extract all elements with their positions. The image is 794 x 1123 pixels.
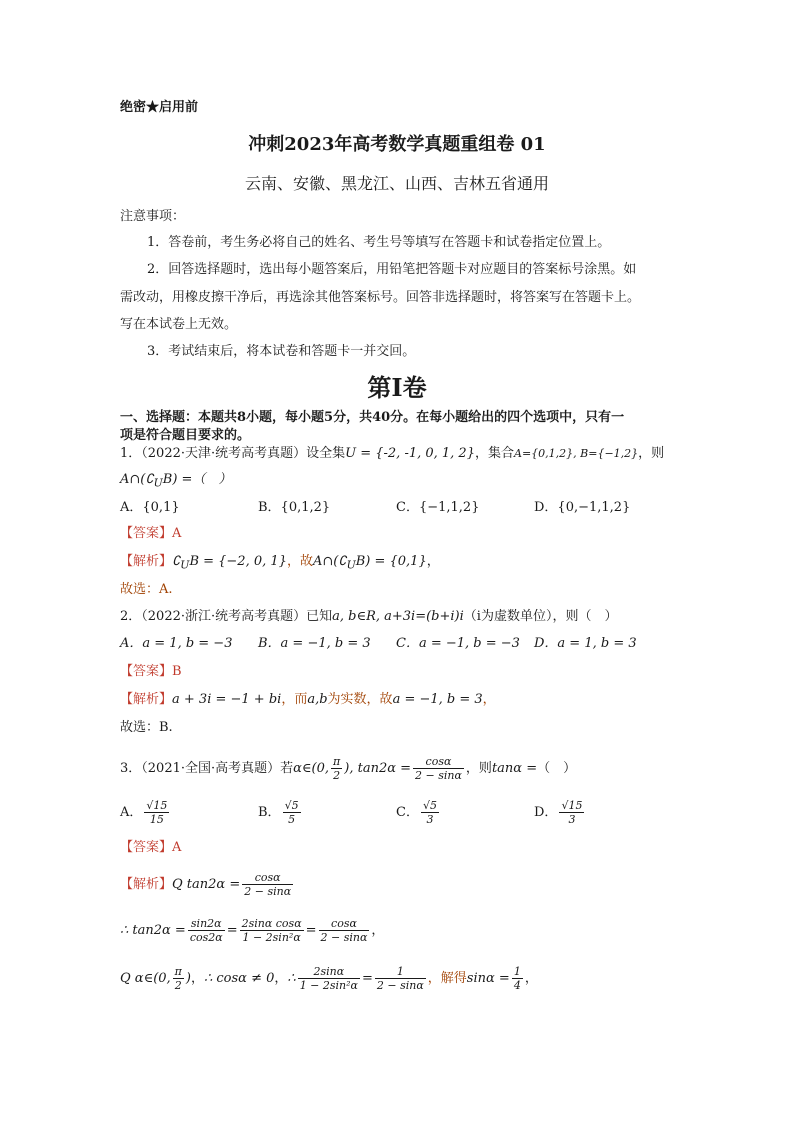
secret-label: 绝密★启用前 — [120, 100, 199, 115]
q2-answer: 【答案】B — [120, 664, 182, 679]
q2-stem: 2．（2022·浙江·统考高考真题）已知a, b∈R, a+3i=(b+i)i（i为虚数单位），则（ ） — [120, 609, 618, 624]
note-3: 3．考试结束后，将本试卷和答题卡一并交回。 — [147, 344, 416, 359]
q2-conclusion: 故选：B. — [120, 720, 173, 735]
part1-instruction-b: 项是符合题目要求的。 — [120, 428, 251, 443]
note-2a: 2．回答选择题时，选出每小题答案后，用铅笔把答题卡对应题目的答案标号涂黑。如 — [147, 262, 637, 277]
q1-option-d: D．{0,−1,1,2} — [534, 500, 631, 515]
q3-option-a: A． $\frac{√15}{15}$ — [120, 799, 168, 826]
notes-heading: 注意事项： — [120, 209, 186, 224]
q3-option-b: B． $\frac{√5}{5}$ — [258, 799, 299, 826]
q2-option-a: A．a = 1, b = −3 — [120, 636, 233, 651]
q3-analysis-line2: ∴ tan2α = $\frac{\sin 2\alpha}{\cos 2\alpha}$ = $\frac{\text{2sinα cosα}}{\text{1 − 2sin²α}}$ = $\frac{\cos\alpha}{2 - \sin\alpha}$ ， — [120, 917, 385, 944]
exam-title: 冲刺2023年高考数学真题重组卷 01 — [248, 134, 546, 155]
exam-subtitle: 云南、安徽、黑龙江、山西、吉林五省通用 — [244, 174, 549, 193]
q3-analysis-line3: Q α∈(0, $\frac{\pi}{2}$ )，∴ cosα ≠ 0，∴ $\frac{2\sin\alpha}{\text{1 − 2sin²α}}$ = $\frac{1}{2 - \sin\alpha}$ ，解得sinα = $\frac{1}{4}$ ， — [120, 965, 538, 992]
q3-answer: 【答案】A — [120, 840, 182, 855]
q3-analysis-line1: 【解析】Q tan2α = $\frac{\cos\alpha}{2 - \sin\alpha}$ — [120, 871, 292, 898]
q3-option-d: D． $\frac{√15}{3}$ — [534, 799, 583, 826]
q1-option-c: C．{−1,1,2} — [396, 500, 480, 515]
note-1: 1．答卷前，考生务必将自己的姓名、考生号等填写在答题卡和试卷指定位置上。 — [147, 235, 611, 250]
q1-stem: 1．（2022·天津·统考高考真题）设全集U = {-2, -1, 0, 1, 2}，集合A={0,1,2}, B={−1,2}，则 — [120, 446, 665, 461]
section-heading: 第Ⅰ卷 — [367, 373, 427, 402]
q2-analysis: 【解析】a + 3i = −1 + bi，而a,b为实数，故a = −1, b = 3， — [120, 692, 496, 707]
q1-analysis: 【解析】$∁_UB = \{-2$, 0, 1}，故$A\cap(∁_UB) = \{0,1\}$， — [120, 554, 440, 572]
q3-option-c: C． $\frac{√5}{3}$ — [396, 799, 437, 826]
note-2c: 写在本试卷上无效。 — [120, 317, 238, 332]
q2-option-d: D．a = 1, b = 3 — [534, 636, 637, 651]
q1-answer: 【答案】A — [120, 526, 182, 541]
q1-option-a: A．{0,1} — [120, 500, 180, 515]
q2-option-c: C．a = −1, b = −3 — [396, 636, 520, 651]
part1-instruction-a: 一、选择题：本题共8小题，每小题5分，共40分。在每小题给出的四个选项中，只有一 — [120, 410, 625, 425]
q2-option-b: B．a = −1, b = 3 — [258, 636, 371, 651]
q1-conclusion: 故选：A. — [120, 582, 173, 597]
q3-stem: 3．（2021·全国·高考真题）若α∈(0, $\frac{\pi}{2}$ ), tan2α = $\frac{\cos\alpha}{2 - \sin\alpha}$ ，则tanα =（ ） — [120, 755, 577, 782]
q1-option-b: B．{0,1,2} — [258, 500, 331, 515]
q1-expression: $A\cap(∁_UB)$ =（ ） — [120, 472, 232, 490]
note-2b: 需改动，用橡皮擦干净后，再选涂其他答案标号。回答非选择题时，将答案写在答题卡上。 — [120, 290, 641, 305]
